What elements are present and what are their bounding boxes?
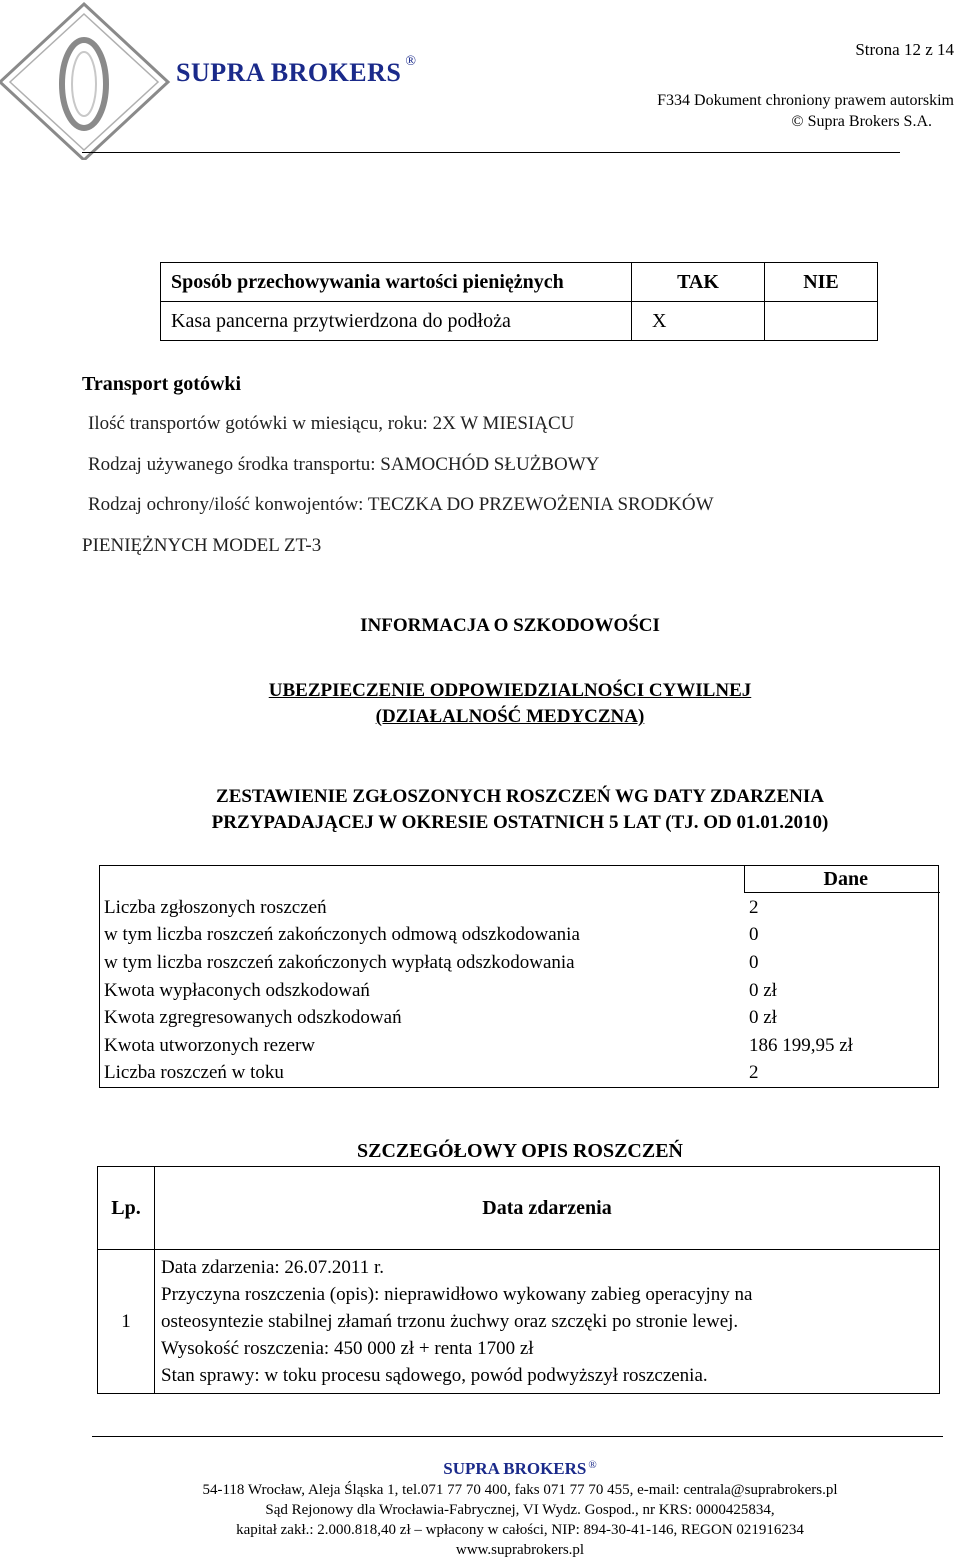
copyright-notice: © Supra Brokers S.A. bbox=[791, 113, 932, 130]
table-row bbox=[161, 302, 878, 341]
table-row bbox=[100, 921, 939, 949]
summary-label: Kwota wypłaconych odszkodowań bbox=[104, 979, 370, 1001]
claims-details-heading: SZCZEGÓŁOWY OPIS ROSZCZEŃ bbox=[356, 1140, 683, 1162]
lp-column-header: Lp. bbox=[98, 1167, 155, 1250]
summary-value: 0 zł bbox=[749, 1007, 777, 1029]
summary-value: 2 bbox=[749, 1062, 759, 1084]
summary-label: Liczba roszczeń w toku bbox=[104, 1062, 284, 1084]
storage-row-no bbox=[765, 302, 878, 341]
claims-summary-subheading: PRZYPADAJĄCEJ W OKRESIE OSTATNICH 5 LAT (TJ. OD 01.01.2010) bbox=[211, 812, 829, 833]
footer-address: 54-118 Wrocław, Aleja Śląska 1, tel.071 77 70 400, faks 071 77 70 455, e-mail: centrala@suprabrokers.pl bbox=[202, 1482, 838, 1498]
table-row bbox=[100, 976, 939, 1004]
table-row bbox=[98, 1250, 940, 1394]
transport-line: PIENIĘŻNYCH MODEL ZT-3 bbox=[82, 535, 322, 556]
claim-detail-line: Stan sprawy: w toku procesu sądowego, powód podwyższył roszczenia. bbox=[161, 1365, 708, 1386]
summary-value: 2 bbox=[749, 896, 759, 918]
table-row bbox=[100, 1059, 939, 1087]
claim-detail-line: Przyczyna roszczenia (opis): nieprawidłowo wykowany zabieg operacyjny na bbox=[161, 1284, 753, 1305]
table-row bbox=[100, 1004, 939, 1032]
storage-header-no: NIE bbox=[765, 263, 878, 302]
table-row bbox=[100, 949, 939, 977]
info-heading: INFORMACJA O SZKODOWOŚCI bbox=[360, 615, 660, 636]
claim-description bbox=[155, 1250, 940, 1394]
storage-row-yes: X bbox=[632, 302, 765, 341]
claim-detail-line: Wysokość roszczenia: 450 000 zł + renta 1700 zł bbox=[161, 1338, 534, 1359]
table-row bbox=[100, 894, 939, 922]
transport-heading: Transport gotówki bbox=[82, 373, 242, 395]
summary-value: 0 zł bbox=[749, 979, 777, 1001]
summary-label: Liczba zgłoszonych roszczeń bbox=[104, 896, 327, 918]
claim-detail-line: osteosyntezie stabilnej złamań trzonu żuchwy oraz szczęki po stronie lewej. bbox=[161, 1311, 739, 1332]
storage-header-yes: TAK bbox=[632, 263, 765, 302]
table-header-row bbox=[98, 1167, 940, 1250]
transport-line: Rodzaj używanego środka transportu: SAMOCHÓD SŁUŻBOWY bbox=[88, 454, 600, 475]
footer-court: Sąd Rejonowy dla Wrocławia-Fabrycznej, VI Wydz. Gospod., nr KRS: 0000425834, bbox=[265, 1502, 775, 1518]
brand-name: SUPRA BROKERS ® bbox=[176, 54, 417, 87]
claims-summary-heading: ZESTAWIENIE ZGŁOSZONYCH ROSZCZEŃ WG DATY ZDARZENIA bbox=[216, 786, 824, 807]
insurance-heading: UBEZPIECZENIE ODPOWIEDZIALNOŚCI CYWILNEJ bbox=[268, 680, 752, 701]
summary-value: 186 199,95 zł bbox=[749, 1034, 853, 1056]
header-divider bbox=[82, 152, 900, 153]
data-column-header: Dane bbox=[823, 868, 868, 891]
storage-row-label: Kasa pancerna przytwierdzona do podłoża bbox=[161, 302, 632, 341]
summary-label: w tym liczba roszczeń zakończonych wypłatą odszkodowania bbox=[104, 952, 575, 974]
footer-divider bbox=[92, 1436, 943, 1437]
summary-label: w tym liczba roszczeń zakończonych odmową odszkodowania bbox=[104, 924, 580, 946]
footer-website[interactable]: www.suprabrokers.pl bbox=[455, 1542, 585, 1558]
transport-line: Ilość transportów gotówki w miesiącu, roku: 2X W MIESIĄCU bbox=[88, 413, 575, 434]
transport-line: Rodzaj ochrony/ilość konwojentów: TECZKA DO PRZEWOŻENIA SRODKÓW bbox=[88, 494, 714, 515]
table-header-row bbox=[100, 866, 939, 894]
cash-storage-table bbox=[160, 262, 878, 341]
supra-logo-icon bbox=[0, 0, 175, 160]
claims-details-table bbox=[97, 1166, 940, 1394]
claims-summary-table bbox=[99, 865, 939, 1088]
table-row bbox=[100, 1032, 939, 1060]
summary-label: Kwota utworzonych rezerw bbox=[104, 1034, 316, 1056]
page-number: Strona 12 z 14 bbox=[855, 40, 954, 59]
summary-value: 0 bbox=[749, 924, 759, 946]
footer-brand: SUPRA BROKERS ® bbox=[443, 1459, 597, 1478]
claim-detail-line: Data zdarzenia: 26.07.2011 r. bbox=[161, 1257, 384, 1278]
summary-label: Kwota zgregresowanych odszkodowań bbox=[104, 1007, 402, 1029]
insurance-subheading: (DZIAŁALNOŚĆ MEDYCZNA) bbox=[375, 706, 645, 727]
table-header-row bbox=[161, 263, 878, 302]
date-column-header: Data zdarzenia bbox=[155, 1167, 940, 1250]
storage-header-label: Sposób przechowywania wartości pieniężnych bbox=[161, 263, 632, 302]
document-notice: F334 Dokument chroniony prawem autorskim bbox=[657, 92, 954, 109]
claim-number: 1 bbox=[98, 1250, 155, 1394]
footer-capital: kapitał zakł.: 2.000.818,40 zł – wpłacony w całości, NIP: 894-30-41-146, REGON 021916234 bbox=[236, 1522, 804, 1538]
summary-value: 0 bbox=[749, 952, 759, 974]
